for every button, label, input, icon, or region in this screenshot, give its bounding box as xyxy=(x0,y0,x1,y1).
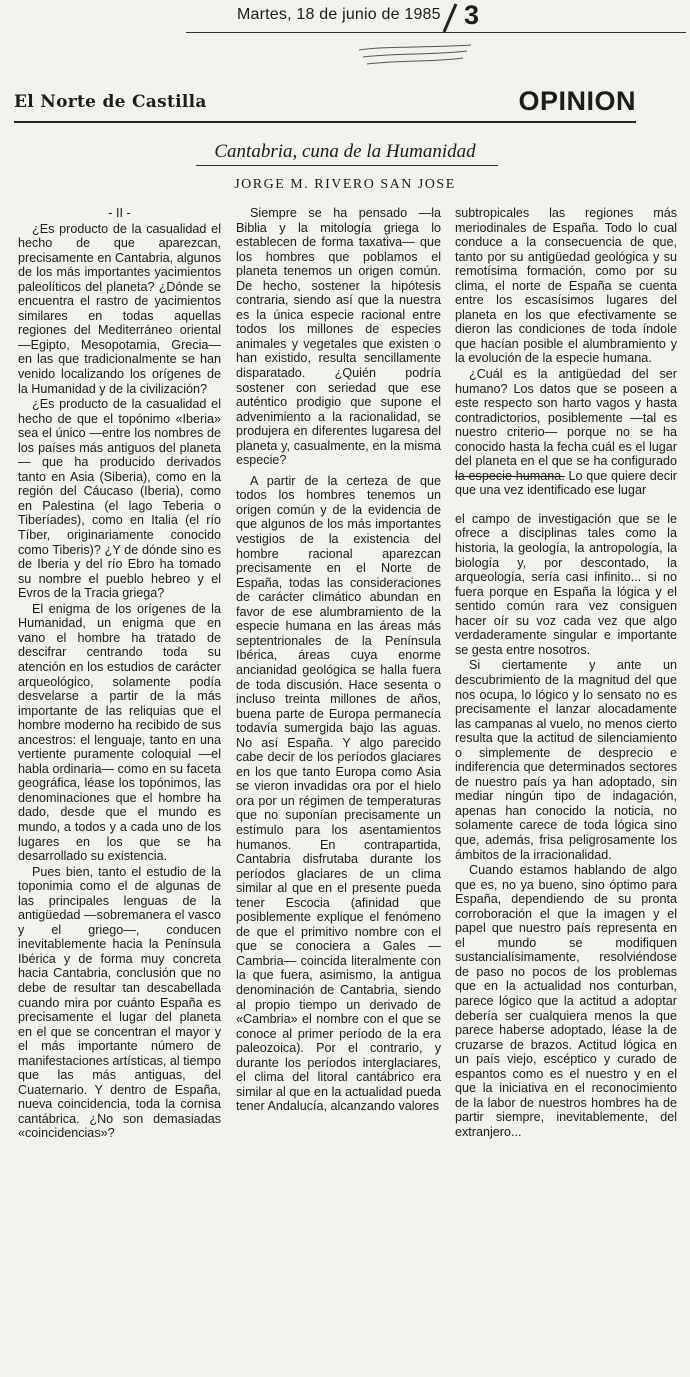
pen-scribble xyxy=(355,42,475,66)
paragraph: Pues bien, tanto el estudio de la toponimia como el de algunas de las principales lenguas de la antigüedad —sobremanera el vasco y el griego—, conducen inevitablemente hacia la Península Ibérica y de forma muy concreta hacia Cantabria, conclusión que no debe de resultar tan descabellada cuando mira por cuánto España es precisamente el lugar del planeta en el que se concentran el mayor y el más importante número de manifestaciones artísticas, al tiempo que las más antiguas, del Cuaternario. Y dentro de España, nueva coincidencia, toda la cornisa cantábrica. ¿No son demasiadas «coincidencias»? xyxy=(18,864,221,1141)
paragraph: ¿Es producto de la casualidad el hecho de que el topónimo «Iberia» sea el único —entre los nombres de los países más antiguos del planeta— que ha producido derivados tanto en Asia (Siberia), como en la región del Cáucaso (Iberia), como en Palestina (el lago Teberia o Tiberíades), como en Italia (el río Tíber, originariamente conocido como Tiberis)? ¿Y de dónde sino es de Iberia y del río Ebro ha tomado su nombre el pueblo hebreo y el Evros de la Tracia griega? xyxy=(18,397,221,601)
paragraph: Cuando estamos hablando de algo que es, no ya bueno, sino óptimo para España, dependiendo de su pronta corroboración el que la imagen y el papel que nuestro país representa en el mundo se modifiquen sustancialísimamente, resolviéndose de paso no pocos de los problemas que en la actualidad nos conturban, parece lógico que la actitud a adoptar debería ser cualquiera menos la que parece haberse adoptado, léase la de cruzarse de brazos. Actitud lógica en un país viejo, escéptico y curado de espantos como es el nuestro y en el que la iniciativa en el reconocimiento de la labor de nuestros hombres ha de partir siempre, inevitablemente, del extranjero... xyxy=(455,863,677,1139)
article-column-2 xyxy=(236,206,441,1114)
paragraph: Siempre se ha pensado —la Biblia y la mitología griega lo establecen de forma taxativa— que los hombres que poblamos el planeta tenemos un origen común. De hecho, sostener la hipótesis contraria, siendo así que la nuestra es la única especie racional entre todos los millones de especies animales y vegetales que existen o han existido, resulta sencillamente disparatado. ¿Quién podría sostener con seriedad que ese auténtico prodigio que supone el advenimiento a la racionalidad, se produjera en diferentes lugaresa del planeta y, casualmente, en la misma especie? xyxy=(236,206,441,468)
paragraph: Si ciertamente y ante un descubrimiento de la magnitud del que nos ocupa, lo lógico y lo sensato no es precisamente el lanzar alocadamente las campanas al vuelo, no menos cierto resulta que la actitud de silenciamiento o simplemente de desprecio e indiferencia que determinados sectores de nuestro país ya han adoptado, sin mediar ningún tipo de indagación, apenas han conocido la noticia, no solamente carece de toda lógica sino que, además, frisa peligrosamente los ámbitos de la irracionalidad. xyxy=(455,658,677,862)
top-rule xyxy=(186,32,686,33)
article-title: Cantabria, cuna de la Humanidad xyxy=(214,141,476,162)
struck-text: la especie humana. xyxy=(455,468,565,483)
newspaper-masthead: El Norte de Castilla xyxy=(14,92,207,112)
part-marker: - II - xyxy=(108,206,131,220)
page-number: 3 xyxy=(464,0,480,30)
article-column-1 xyxy=(18,206,221,1141)
paragraph xyxy=(455,367,677,498)
paragraph: ¿Es producto de la casualidad el hecho de que aparezcan, precisamente en Cantabria, algunos de los más importantes yacimientos paleolíticos del planeta? ¿Dónde se encuentra el rastro de yacimientos similares en todas aquellas regiones del Mediterráneo oriental —Egipto, Mesopotamia, Grecia— en las que tradicionalmente se han venido localizando los orígenes de la Humanidad y de la civilización? xyxy=(18,221,221,396)
issue-date: Martes, 18 de junio de 1985 xyxy=(237,6,441,23)
title-underline xyxy=(196,165,498,166)
slash-mark xyxy=(440,2,460,32)
column-gap xyxy=(455,498,677,512)
paragraph: el campo de investigación que se le ofrece a disciplinas tales como la historia, la geología, la antropología, la biología y, por descontado, la arqueología, sería casi infinito... si no fuera porque en España la lógica y el sentido común rara vez consiguen hacer oír su voz cada vez que algo verdaderamente singular e importante se gesta entre nosotros. xyxy=(455,511,677,657)
section-title: OPINION xyxy=(518,86,636,116)
paragraph: subtropicales las regiones más meriodinales de España. Todo lo cual conduce a la consecuencia de que, tanto por su antigüedad geológica y su remotísima formación, como por su clima, el norte de España se cuenta entre los escasísimos lugares del planeta en los que efectivamente se dieron las condiciones de toda índole que hacían posible el alumbramiento y la evolución de la especie humana. xyxy=(455,206,677,366)
header-rule xyxy=(14,121,636,123)
article-column-3 xyxy=(455,206,677,1139)
paragraph-text: Lo que quiere decir que una vez identificado ese lugar xyxy=(455,468,678,498)
paragraph: El enigma de los orígenes de la Humanidad, un enigma que en vano el hombre ha tratado de descifrar centrando toda su atención en los estudios de carácter arqueológico, solamente podía desvelarse a partir de la más importante de las reliquias que el hombre moderno ha recibido de sus ancestros: el lenguaje, tanto en una vertiente puramente coloquial —el habla ordinaria— como en su faceta geográfica, léase los topónimos, las denominaciones que el hombre ha dado, desde que el mundo es mundo, a todos y a cada uno de los lugares en los que se ha desarrollado su existencia. xyxy=(18,601,221,864)
article-author: JORGE M. RIVERO SAN JOSE xyxy=(234,177,456,192)
paragraph: A partir de la certeza de que todos los hombres tenemos un origen común y de la evidencia de que algunos de los más importantes vestigios de la existencia del hombre racional aparezcan precisamente en el Norte de España, todas las consideraciones de carácter climático abundan en favor de ese alumbramiento de la especie humana en las áreas más septentrionales de la Península Ibérica, áreas cuya enorme ancianidad geológica se halla fuera de toda discusión. Hace sesenta o incluso treinta millones de años, buena parte de Europa permanecía todavía sumergida bajo las aguas. No así España. Y algo parecido cabe decir de los períodos glaciares en los que tanto Europa como Asia se vieron invadidas ora por el hielo ora por un régimen de temperaturas que no suponían precisamente un estímulo para los asentamientos humanos. En contrapartida, Cantabria disfrutaba durante los períodos glaciares de un clima similar al que en el presente pueda tener Escocia (afinidad que posiblemente explique el fenómeno de que el primitivo nombre con el que se conociera a Gales —Cambria— coincida literalmente con la que fuera, asimismo, la antigua denominación de Cantabria, siendo al propio tiempo un derivado de «Cambria» el nombre con el que se conoce al primer período de la era paleozoica). Por el contrario, y durante los períodos interglaciares, el clima del litoral cantábrico era similar al que en la actualidad pueda tener Andalucía, alcanzando valores xyxy=(236,473,441,1114)
paragraph-text: ¿Cuál es la antigüedad del ser humano? Los datos que se poseen a este respecto son harto vagos y hasta contradictorios, posiblemente —tal es nuestro criterio— porque no se ha conocido hasta la fecha cuál es el lugar del planeta en el que se ha configurado xyxy=(455,367,677,469)
